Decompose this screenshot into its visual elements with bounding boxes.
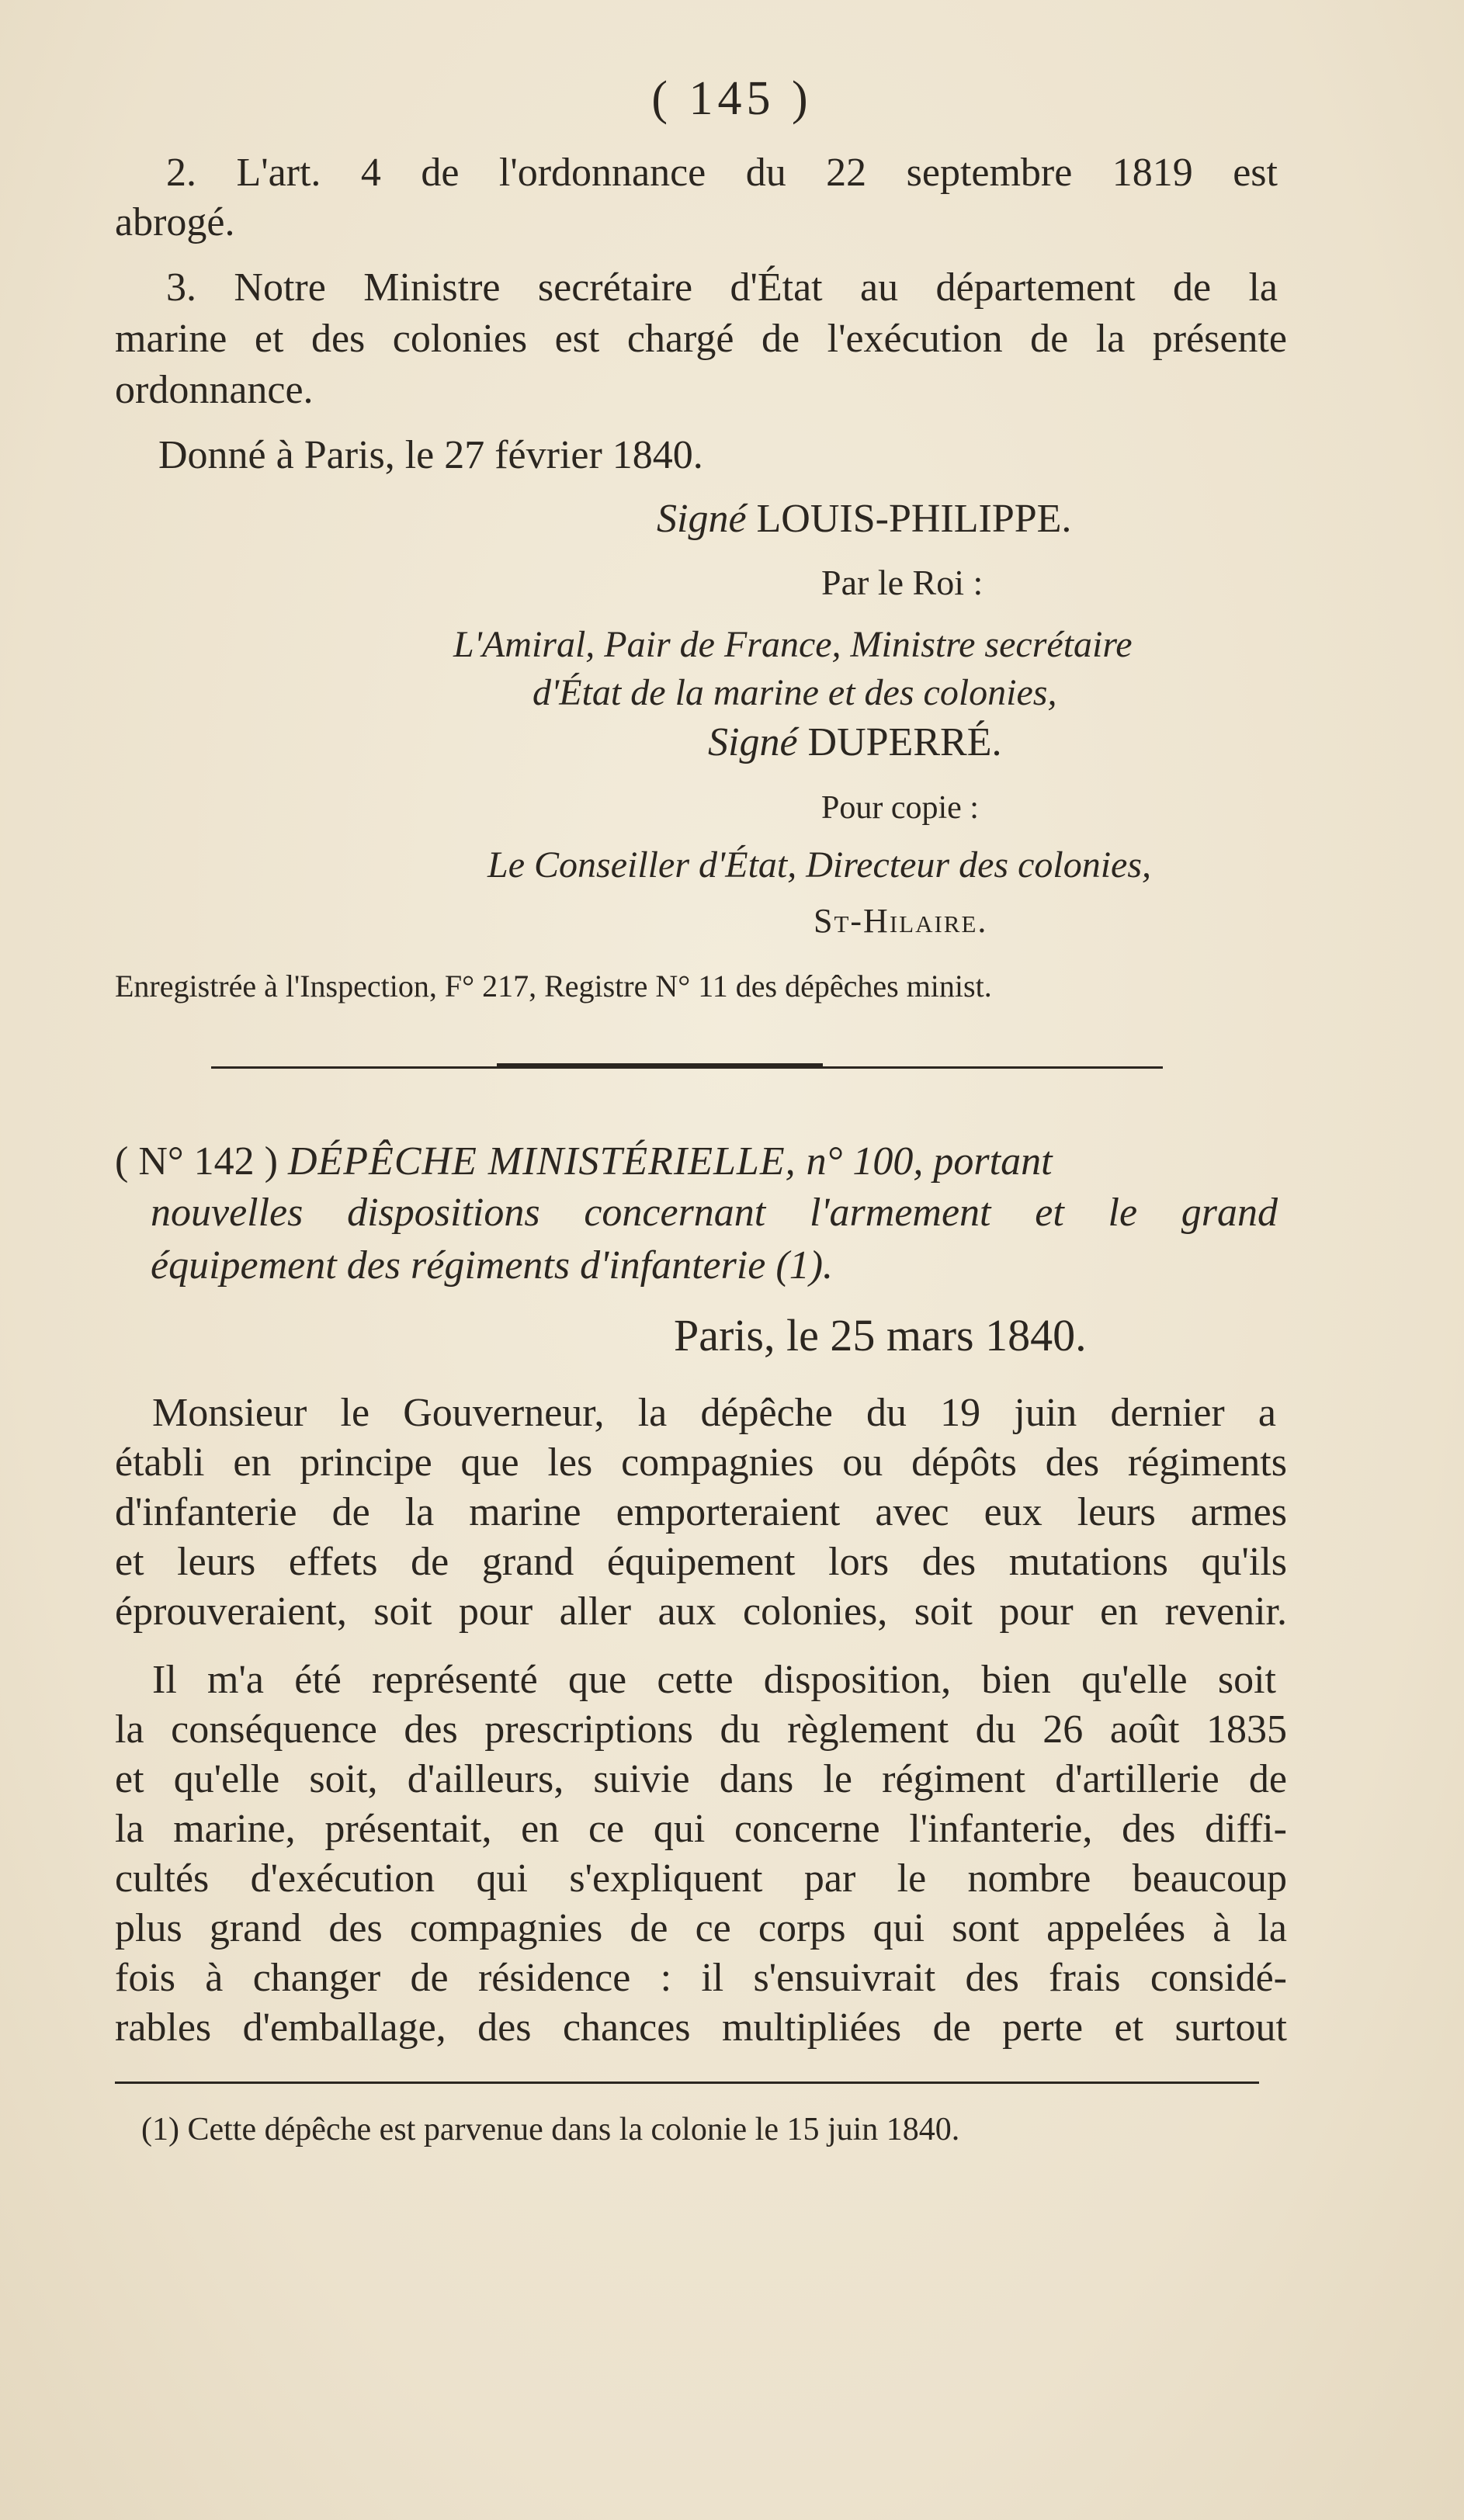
paragraph-2-line-1: Il m'a été représenté que cette disposition, bien qu'elle soit	[152, 1658, 1276, 1702]
paragraph-1-line-2: établi en principe que les compagnies ou dépôts des régiments	[115, 1440, 1287, 1485]
depeche-date: Paris, le 25 mars 1840.	[674, 1310, 1087, 1361]
paragraph-2-line-2: la conséquence des prescriptions du règlement du 26 août 1835	[115, 1707, 1287, 1752]
signature-king	[657, 495, 1278, 543]
registration-note: Enregistrée à l'Inspection, F° 217, Registre N° 11 des dépêches minist.	[115, 969, 992, 1003]
par-le-roi: Par le Roi :	[821, 563, 984, 602]
article-3-line-1: 3. Notre Ministre secrétaire d'État au département de la	[166, 265, 1278, 310]
depeche-no: n° 100,	[806, 1139, 924, 1184]
st-hilaire: St-Hilaire.	[814, 902, 988, 940]
paragraph-1-line-4: et leurs effets de grand équipement lors des mutations qu'ils	[115, 1540, 1287, 1584]
paragraph-1-line-5: éprouveraient, soit pour aller aux colonies, soit pour en revenir.	[115, 1589, 1287, 1634]
article-3-line-2: marine et des colonies est chargé de l'exécution de la présente	[115, 317, 1287, 361]
section-divider-ornament	[497, 1063, 823, 1069]
paragraph-1-line-3: d'infanterie de la marine emporteraient avec eux leurs armes	[115, 1490, 1287, 1534]
admiral-line-1: L'Amiral, Pair de France, Ministre secrétaire	[453, 624, 1133, 665]
pour-copie: Pour copie :	[821, 790, 979, 826]
signed-label-2: Signé	[708, 720, 798, 764]
paragraph-1-line-1: Monsieur le Gouverneur, la dépêche du 19 juin dernier a	[152, 1391, 1276, 1435]
paragraph-2-line-7: fois à changer de résidence : il s'ensuivrait des frais considé-	[115, 1956, 1287, 2000]
conseiller-line: Le Conseiller d'État, Directeur des colonies,	[487, 844, 1152, 886]
signed-name-minister: DUPERRÉ.	[807, 720, 1002, 764]
article-2-line-1: 2. L'art. 4 de l'ordonnance du 22 septembre 1819 est	[166, 151, 1278, 195]
paragraph-2-line-4: la marine, présentait, en ce qui concerne l'infanterie, des diffi-	[115, 1807, 1287, 1851]
footnote: (1) Cette dépêche est parvenue dans la colonie le 15 juin 1840.	[141, 2112, 960, 2147]
article-3-line-3: ordonnance.	[115, 368, 314, 412]
given-at-paris: Donné à Paris, le 27 février 1840.	[158, 433, 703, 477]
depeche-heading-portant: portant	[933, 1139, 1053, 1184]
footnote-rule	[115, 2082, 1259, 2084]
depeche-heading-line-2: nouvelles dispositions concernant l'armement et le grand	[151, 1191, 1278, 1235]
paragraph-2-line-3: et qu'elle soit, d'ailleurs, suivie dans le régiment d'artillerie de	[115, 1757, 1287, 1801]
article-2-line-2: abrogé.	[115, 200, 235, 244]
signed-label: Signé	[657, 497, 747, 541]
paragraph-2-line-5: cultés d'exécution qui s'expliquent par le nombre beaucoup	[115, 1856, 1287, 1901]
signed-name-king: LOUIS-PHILIPPE.	[756, 497, 1072, 541]
signature-minister	[708, 719, 1251, 767]
admiral-line-2: d'État de la marine et des colonies,	[533, 672, 1057, 713]
paragraph-2-line-8: rables d'emballage, des chances multipliées de perte et surtout	[115, 2005, 1287, 2050]
depeche-heading-line-1	[115, 1138, 1279, 1186]
depeche-heading-line-3: équipement des régiments d'infanterie (1).	[151, 1243, 834, 1288]
depeche-title: DÉPÊCHE MINISTÉRIELLE,	[287, 1139, 796, 1184]
paragraph-2-line-6: plus grand des compagnies de ce corps qui sont appelées à la	[115, 1906, 1287, 1950]
depeche-number: ( N° 142 )	[115, 1139, 278, 1184]
page-number: ( 145 )	[651, 72, 813, 125]
